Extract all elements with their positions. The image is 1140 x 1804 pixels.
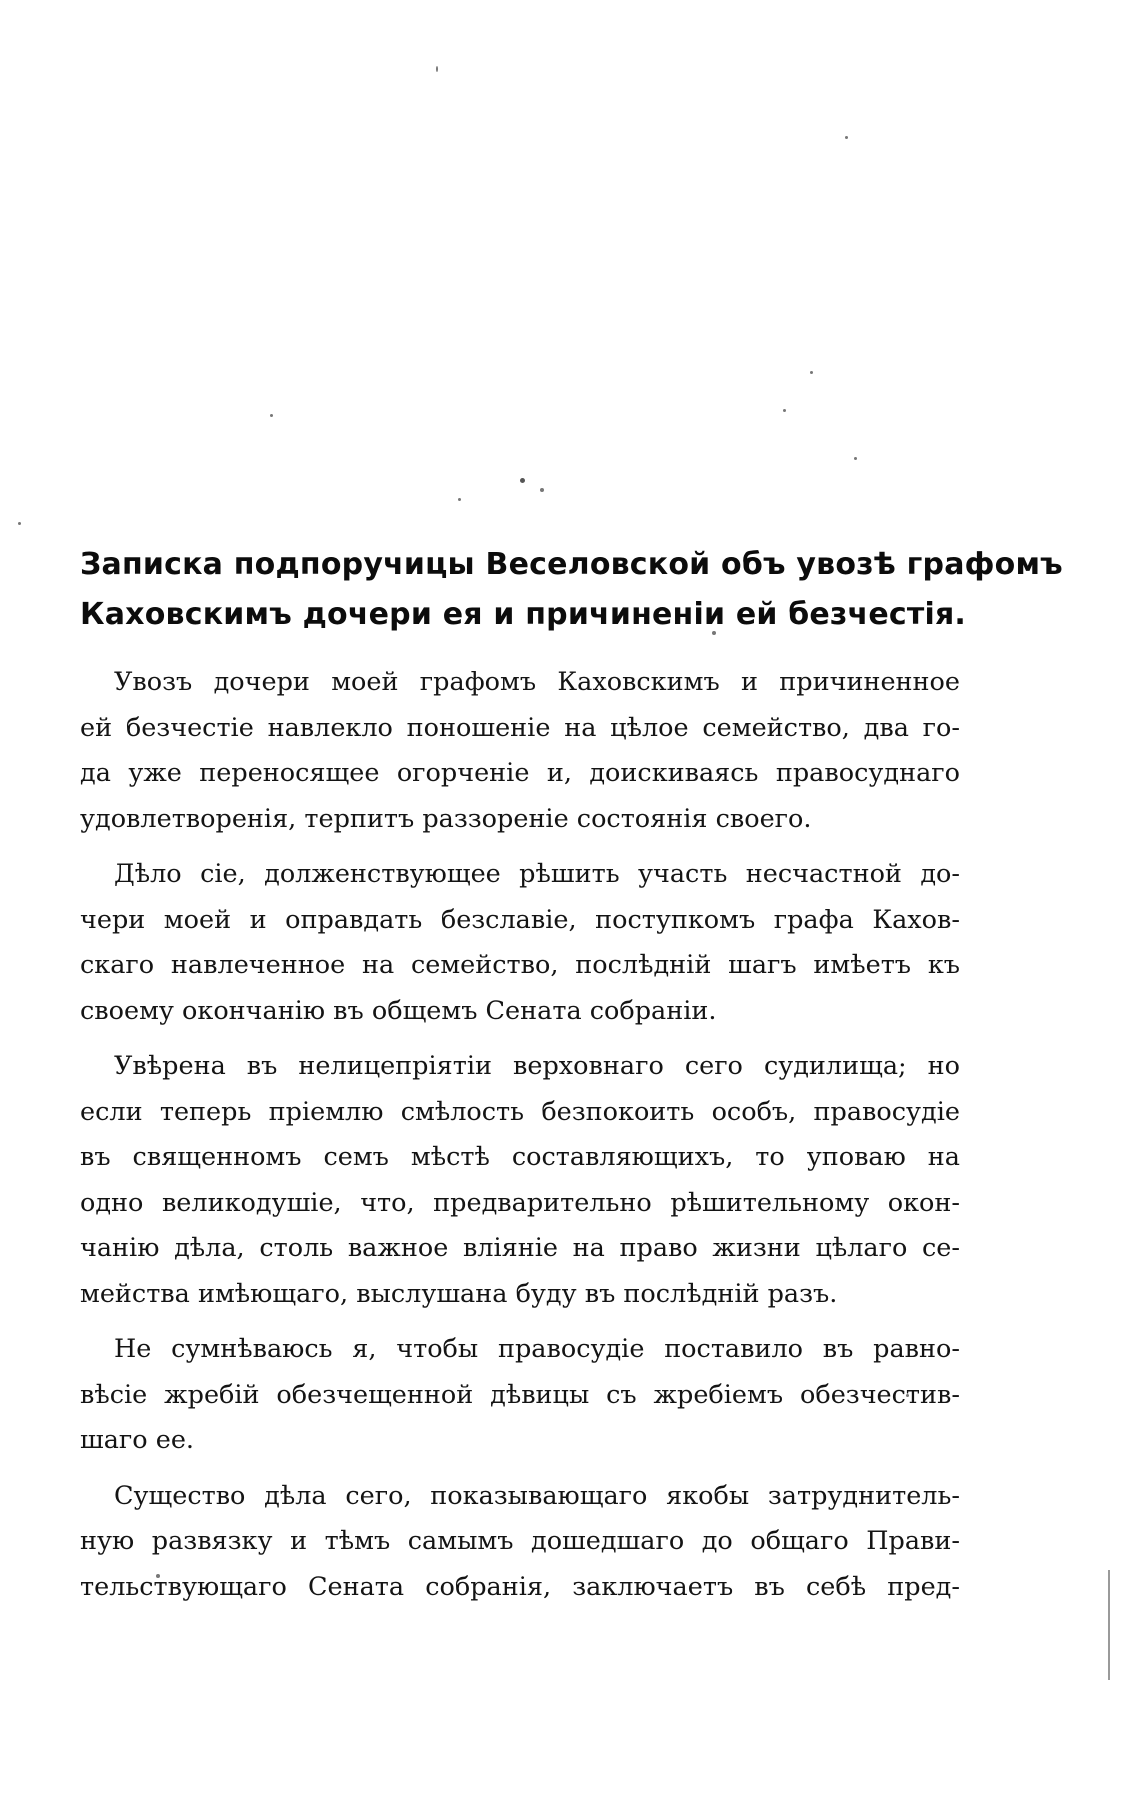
text-line: вѣсіе жребій обезчещенной дѣвицы съ жребіемъ обезчестив- [80,1379,960,1410]
text-line: Увозъ дочери моей графомъ Каховскимъ и причиненное [114,667,960,697]
document-body [80,660,960,1620]
scan-speck [845,136,848,139]
scan-speck [854,457,857,460]
text-line: одно великодушіе, что, предварительно рѣшительному окон- [80,1187,960,1218]
text-line: Существо дѣла сего, показывающаго якобы затруднитель- [114,1480,960,1511]
paragraph-2 [80,852,960,1034]
scan-speck [436,66,438,72]
text-line: скаго навлеченное на семейство, послѣдній шагъ имѣетъ къ [80,950,960,980]
text-line: чери моей и оправдать безславіе, поступкомъ графа Кахов- [80,904,960,935]
text-line: Увѣрена въ нелицепріятіи верховнаго сего судилища; но [114,1051,960,1081]
text-line: своему окончанію въ общемъ Сената собраніи. [80,995,717,1026]
scan-speck [18,522,21,525]
text-line: ей безчестіе навлекло поношеніе на цѣлое семейство, два го- [80,712,960,743]
paragraph-1 [80,660,960,842]
text-line: мейства имѣющаго, выслушана буду въ послѣдній разъ. [80,1278,838,1309]
text-line: удовлетворенія, терпитъ раззореніе состоянія своего. [80,803,812,834]
text-line: чанію дѣла, столь важное вліяніе на право жизни цѣлаго се- [80,1233,960,1263]
text-line: Дѣло сіе, долженствующее рѣшить участь несчастной до- [114,859,960,889]
text-line: если теперь пріемлю смѣлость безпокоить особъ, правосудіе [80,1096,960,1127]
text-line: въ священномъ семъ мѣстѣ составляющихъ, то уповаю на [80,1142,960,1172]
title-line: Записка подпоручицы Веселовской объ увозѣ графомъ [80,547,1063,582]
document-title [80,540,1063,640]
text-line: шаго ее. [80,1425,195,1455]
text-line: тельствующаго Сената собранія, заключаетъ въ себѣ пред- [80,1571,960,1602]
paragraph-4 [80,1327,960,1464]
scan-speck [540,488,544,492]
text-line: ную развязку и тѣмъ самымъ дошедшаго до общаго Прави- [80,1526,960,1556]
scan-edge-mark [1108,1570,1110,1680]
title-line: Каховскимъ дочери ея и причиненіи ей безчестія. [80,597,967,632]
text-line: Не сумнѣваюсь я, чтобы правосудіе поставило въ равно- [114,1334,960,1364]
scan-speck [270,414,273,417]
paragraph-5 [80,1474,960,1611]
scan-speck [810,371,813,374]
text-line: да уже переносящее огорченіе и, доискиваясь правосуднаго [80,758,960,788]
scan-speck [458,498,461,501]
scan-speck [783,409,786,412]
scan-speck [520,478,525,483]
paragraph-3 [80,1044,960,1317]
